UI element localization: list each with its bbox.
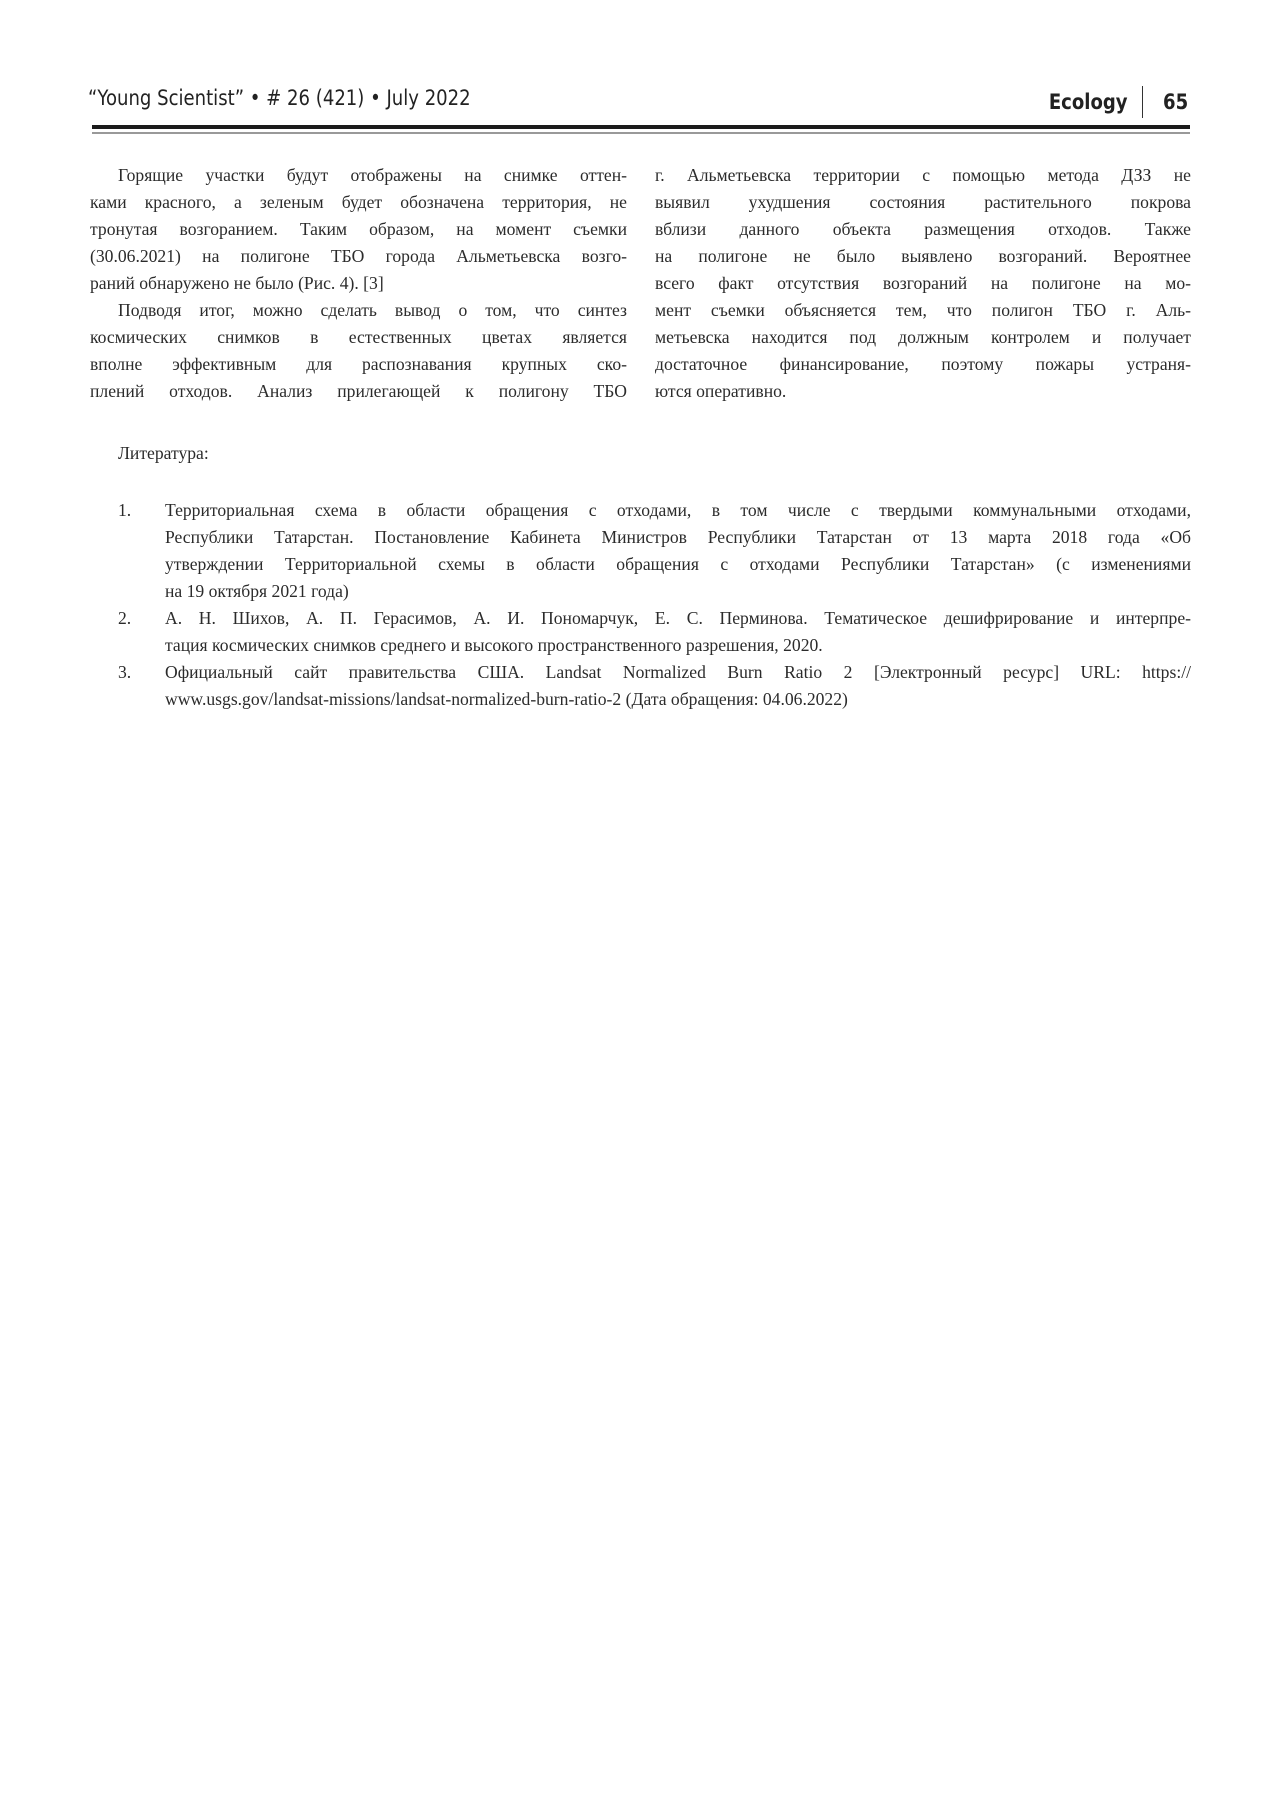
- text-line: тронутая возгоранием. Таким образом, на момент съемки: [90, 219, 627, 239]
- text-column-left: [90, 162, 627, 405]
- text-line: вполне эффективным для распознавания крупных ско-: [90, 354, 627, 374]
- text-line: Горящие участки будут отображены на снимке оттен-: [118, 165, 627, 185]
- section-title: Ecology: [1049, 90, 1128, 114]
- reference-number: 2.: [118, 608, 132, 628]
- text-line: Подводя итог, можно сделать вывод о том, что синтез: [118, 300, 627, 320]
- text-line: (30.06.2021) на полигоне ТБО города Альметьевска возго-: [90, 246, 627, 266]
- text-line: космических снимков в естественных цветах является: [90, 327, 627, 347]
- text-line: ются оперативно.: [655, 381, 787, 401]
- section-page: [1036, 86, 1190, 118]
- running-header: [88, 86, 1190, 120]
- references-list: [118, 497, 1191, 713]
- text-line: мент съемки объясняется тем, что полигон ТБО г. Аль-: [655, 300, 1191, 320]
- header-divider: [1142, 86, 1143, 118]
- reference-line: Официальный сайт правительства США. Landsat Normalized Burn Ratio 2 [Электронный ресурс] URL: https://: [165, 662, 1191, 682]
- references-title: Литература:: [118, 443, 209, 463]
- reference-line: на 19 октября 2021 года): [165, 581, 349, 601]
- reference-item: [118, 497, 1191, 605]
- text-column-right: [655, 162, 1191, 405]
- reference-line: А. Н. Шихов, А. П. Герасимов, А. И. Пономарчук, Е. С. Перминова. Тематическое дешифрирование и интерпре-: [165, 608, 1191, 628]
- text-line: г. Альметьевска территории с помощью метода ДЗЗ не: [655, 165, 1191, 185]
- reference-item: [118, 659, 1191, 713]
- reference-text: [165, 497, 1191, 605]
- reference-line: тация космических снимков среднего и высокого пространственного разрешения, 2020.: [165, 635, 823, 655]
- text-line: вблизи данного объекта размещения отходов. Также: [655, 219, 1191, 239]
- text-line: плений отходов. Анализ прилегающей к полигону ТБО: [90, 381, 627, 401]
- reference-item: [118, 605, 1191, 659]
- text-line: раний обнаружено не было (Рис. 4). [3]: [90, 273, 384, 293]
- reference-line: утверждении Территориальной схемы в области обращения с отходами Республики Татарстан» (с изменениями: [165, 554, 1191, 574]
- reference-line: Территориальная схема в области обращения с отходами, в том числе с твердыми коммунальными отходами,: [165, 500, 1191, 520]
- reference-number: 1.: [118, 500, 132, 520]
- reference-text: [165, 659, 1191, 713]
- text-line: всего факт отсутствия возгораний на полигоне на мо-: [655, 273, 1191, 293]
- reference-line: Республики Татарстан. Постановление Кабинета Министров Республики Татарстан от 13 марта 2018 года «Об: [165, 527, 1191, 547]
- header-rule-thin: [92, 132, 1190, 134]
- text-line: ками красного, а зеленым будет обозначена территория, не: [90, 192, 627, 212]
- reference-number: 3.: [118, 662, 132, 682]
- text-line: достаточное финансирование, поэтому пожары устраня-: [655, 354, 1191, 374]
- page-number: 65: [1162, 90, 1188, 114]
- text-line: метьевска находится под должным контролем и получает: [655, 327, 1191, 347]
- reference-line: www.usgs.gov/landsat-missions/landsat-normalized-burn-ratio-2 (Дата обращения: 04.06.2022): [165, 689, 848, 709]
- text-line: выявил ухудшения состояния растительного покрова: [655, 192, 1191, 212]
- header-rule-thick: [92, 125, 1190, 129]
- reference-text: [165, 605, 1191, 659]
- journal-issue: “Young Scientist” • # 26 (421) • July 2022: [88, 86, 471, 110]
- text-line: на полигоне не было выявлено возгораний. Вероятнее: [655, 246, 1191, 266]
